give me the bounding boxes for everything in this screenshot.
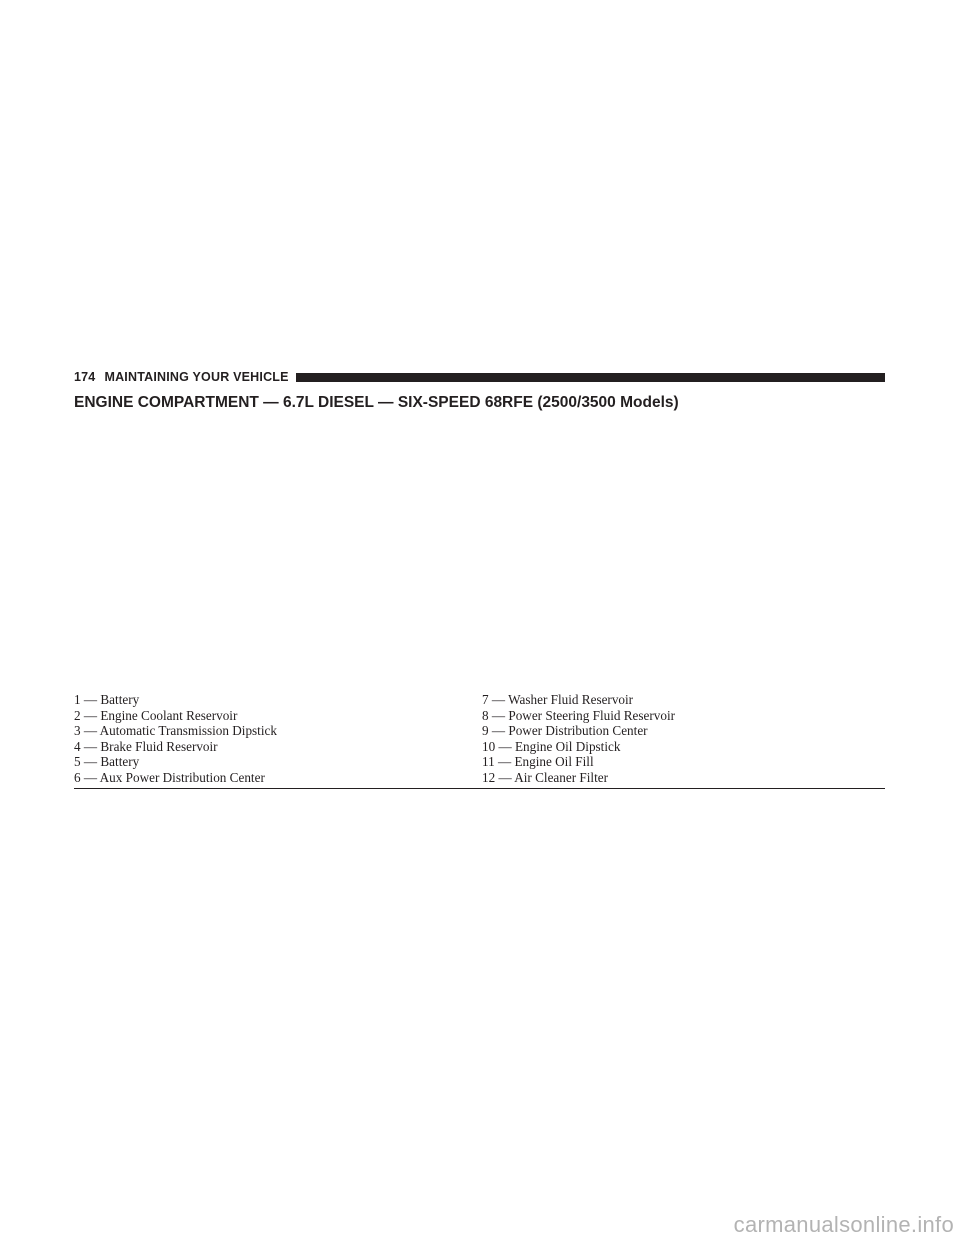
section-name: MAINTAINING YOUR VEHICLE — [104, 370, 289, 384]
legend-item: 12 — Air Cleaner Filter — [482, 769, 608, 785]
header-rule — [296, 373, 885, 382]
legend-item: 11 — Engine Oil Fill — [482, 754, 594, 769]
legend-rule — [74, 788, 885, 789]
figure-legend — [74, 692, 885, 785]
page-header — [74, 369, 885, 385]
legend-item: 2 — Engine Coolant Reservoir — [74, 707, 238, 723]
legend-item: 8 — Power Steering Fluid Reservoir — [482, 707, 676, 723]
legend-item: 3 — Automatic Transmission Dipstick — [74, 723, 277, 738]
page-title: ENGINE COMPARTMENT — 6.7L DIESEL — SIX-SPEED 68RFE (2500/3500 Models) — [74, 394, 679, 411]
legend-left-column — [74, 692, 482, 785]
legend-item: 9 — Power Distribution Center — [482, 723, 648, 738]
engine-compartment-figure — [74, 420, 885, 688]
legend-item: 10 — Engine Oil Dipstick — [482, 738, 621, 754]
page-number: 174 — [74, 370, 96, 384]
legend-item: 7 — Washer Fluid Reservoir — [482, 692, 634, 707]
legend-item: 6 — Aux Power Distribution Center — [74, 769, 265, 785]
legend-right-column — [482, 692, 675, 785]
legend-item: 1 — Battery — [74, 692, 140, 707]
watermark: carmanualsonline.info — [733, 1212, 954, 1237]
legend-item: 4 — Brake Fluid Reservoir — [74, 738, 218, 754]
legend-item: 5 — Battery — [74, 754, 140, 769]
